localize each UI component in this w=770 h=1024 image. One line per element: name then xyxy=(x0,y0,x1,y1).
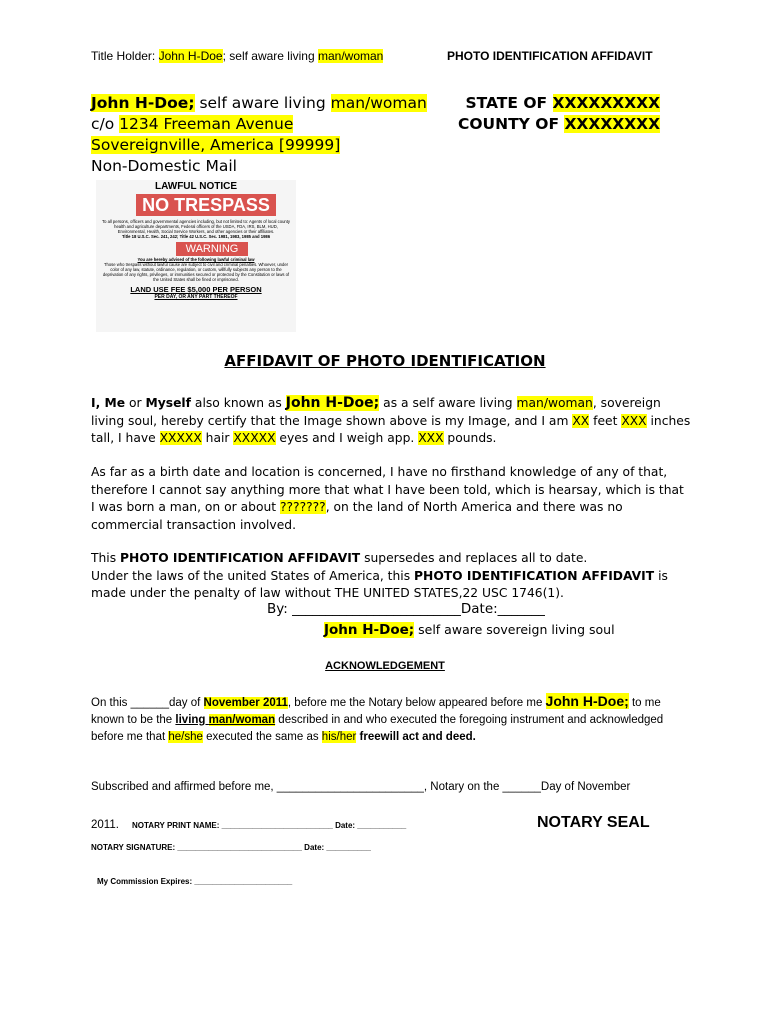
ack-text-e: executed the same as xyxy=(202,731,322,743)
address-name-line xyxy=(91,93,427,114)
state-line xyxy=(458,93,660,114)
ack-gender: man/woman xyxy=(208,714,276,726)
notice-warning: WARNING xyxy=(176,242,248,256)
p1-or: or xyxy=(125,396,146,410)
county-line xyxy=(458,114,660,135)
notice-heading: NO TRESPASS xyxy=(136,194,276,216)
notary-seal: NOTARY SEAL xyxy=(537,814,650,831)
p3-affidavit-1: PHOTO IDENTIFICATION AFFIDAVIT xyxy=(120,551,361,565)
no-trespass-notice-image xyxy=(96,180,296,332)
signature-desc: self aware sovereign living soul xyxy=(414,622,615,637)
ack-month: November 2011 xyxy=(203,697,288,709)
p3-line-2 xyxy=(91,568,691,603)
notice-title: LAWFUL NOTICE xyxy=(154,181,238,192)
acknowledgement-paragraph xyxy=(91,693,681,746)
p1-text-k: pounds. xyxy=(443,431,497,445)
supersede-paragraph xyxy=(91,550,691,603)
p3-text-c: supersedes and replaces all to date. xyxy=(360,551,588,565)
p3-text-f: is made under the penalty of law without THE UNITED STATES,22 USC 1746(1). xyxy=(91,568,668,600)
ack-text-b: , before me the Notary below appeared before me xyxy=(287,697,546,709)
title-holder-label: Title Holder: xyxy=(91,49,159,63)
title-holder-gender: man/woman xyxy=(317,49,384,63)
p3-line-1 xyxy=(91,550,691,568)
p1-eyes: XXXXX xyxy=(233,431,276,445)
p2-text-b: , on the land of North America and there was no commercial transaction involved. xyxy=(91,500,623,532)
affidavit-title: AFFIDAVIT OF PHOTO IDENTIFICATION xyxy=(224,352,546,370)
ack-heshe: he/she xyxy=(168,731,203,743)
ack-text-c: to me known to be the xyxy=(91,697,661,726)
notary-year: 2011. xyxy=(91,819,119,831)
p1-hair: XXXXX xyxy=(159,431,202,445)
address-city: Sovereignville, America [99999] xyxy=(91,136,341,154)
title-holder-desc: ; self aware living xyxy=(222,49,318,63)
address-block xyxy=(91,93,427,177)
p1-myself: Myself xyxy=(145,396,191,410)
p1-name: John H-Doe; xyxy=(285,395,380,411)
ack-freewill: freewill act and deed. xyxy=(356,731,476,743)
header-document-type: PHOTO IDENTIFICATION AFFIDAVIT xyxy=(447,49,653,63)
p3-text-d: Under the laws of the united States of America, this xyxy=(91,568,415,583)
county-value: XXXXXXXX xyxy=(564,115,661,133)
notice-fee: LAND USE FEE $5,000 PER PERSON xyxy=(130,285,262,294)
address-street-line xyxy=(91,114,427,135)
p1-weight: XXX xyxy=(418,431,444,445)
notary-signature-line: NOTARY SIGNATURE: ____________________________ Date: __________ xyxy=(91,843,371,852)
address-co: c/o xyxy=(91,115,120,133)
p1-text-i: hair xyxy=(201,431,234,445)
ack-living: living xyxy=(175,714,206,726)
ack-name: John H-Doe; xyxy=(545,693,629,709)
state-value: XXXXXXXXX xyxy=(552,94,661,112)
notary-commission-line: My Commission Expires: ______________________ xyxy=(97,877,293,886)
p2-text-a: As far as a birth date and location is concerned, I have no firsthand knowledge of any of that, therefore I cannot say anything more that what I have been told, which is hearsay, which is that I was born a man, on or about xyxy=(91,465,684,514)
p1-text-f: , sovereign living soul, hereby certify that the Image shown above is my Image, and I am xyxy=(91,396,661,428)
state-label: STATE OF xyxy=(465,94,553,112)
header-title-holder xyxy=(91,49,383,63)
p1-text-g: feet xyxy=(589,413,622,428)
address-desc: self aware living xyxy=(194,94,331,112)
signature-name-line xyxy=(324,622,615,638)
identity-paragraph xyxy=(91,395,691,448)
birth-paragraph xyxy=(91,464,691,534)
address-gender: man/woman xyxy=(330,94,427,112)
notary-subscribed-line: Subscribed and affirmed before me, _______________________, Notary on the ______Day of November xyxy=(91,781,631,793)
acknowledgement-title: ACKNOWLEDGEMENT xyxy=(325,660,445,672)
p1-text-h: inches tall, I have xyxy=(91,413,691,445)
address-city-line xyxy=(91,135,427,156)
p1-text-j: eyes and I weigh app. xyxy=(275,431,419,445)
p1-feet: XX xyxy=(572,413,590,428)
p3-text-a: This xyxy=(91,551,121,565)
ack-hisher: his/her xyxy=(321,731,357,743)
notice-fee-period: PER DAY, OR ANY PART THEREOF xyxy=(154,294,238,300)
notary-print-name-line: NOTARY PRINT NAME: _________________________ Date: ___________ xyxy=(132,821,407,830)
notice-text-1: To all persons, officers and governmental agencies including, but not limited to: Agents of local county health and agriculture departments, Federal officers of the USDA, FDA, IRS, BLM, HUD, Environmental, Health, Social Service Workers, and other agencies or their affiliates. xyxy=(101,219,290,234)
notice-text-3: Those who trespass without lawful cause are subject to civil and criminal penalties. Whoever, under color of any law, statute, ordinance, regulation, or custom, willfully subjects any person to the deprivation of any rights, privileges, or immunities secured or protected by the Constitution or laws of the United States shall be fined or imprisoned. xyxy=(102,262,290,282)
county-label: COUNTY OF xyxy=(458,115,565,133)
p1-i-me: I, Me xyxy=(91,396,126,410)
address-mail-line: Non-Domestic Mail xyxy=(91,157,237,175)
ack-text-a: On this ______day of xyxy=(91,697,204,709)
notice-advice: You are hereby advised of the following lawful criminal law xyxy=(137,257,255,262)
p1-inches: XXX xyxy=(621,413,647,428)
signature-by-line: By: _________________________Date:_______ xyxy=(267,601,545,617)
signature-name: John H-Doe; xyxy=(324,622,415,638)
p1-aka: also known as xyxy=(191,396,286,410)
jurisdiction-block xyxy=(458,93,660,135)
address-name: John H-Doe; xyxy=(91,94,195,112)
p1-gender: man/woman xyxy=(516,396,593,410)
ack-text-d: described in and who executed the foregoing instrument and acknowledged before me that xyxy=(91,714,664,743)
p2-birth-date: ??????? xyxy=(280,500,326,514)
p1-text-e: as a self aware living xyxy=(379,396,517,410)
p3-affidavit-2: PHOTO IDENTIFICATION AFFIDAVIT xyxy=(414,568,655,583)
address-street: 1234 Freeman Avenue xyxy=(119,115,294,133)
notice-text-2: Title 18 U.S.C. Sec. 241, 242; Title 42 U.S.C. Sec. 1981, 1983, 1985 and 1986 xyxy=(121,234,271,239)
title-holder-name: John H-Doe xyxy=(158,49,223,63)
